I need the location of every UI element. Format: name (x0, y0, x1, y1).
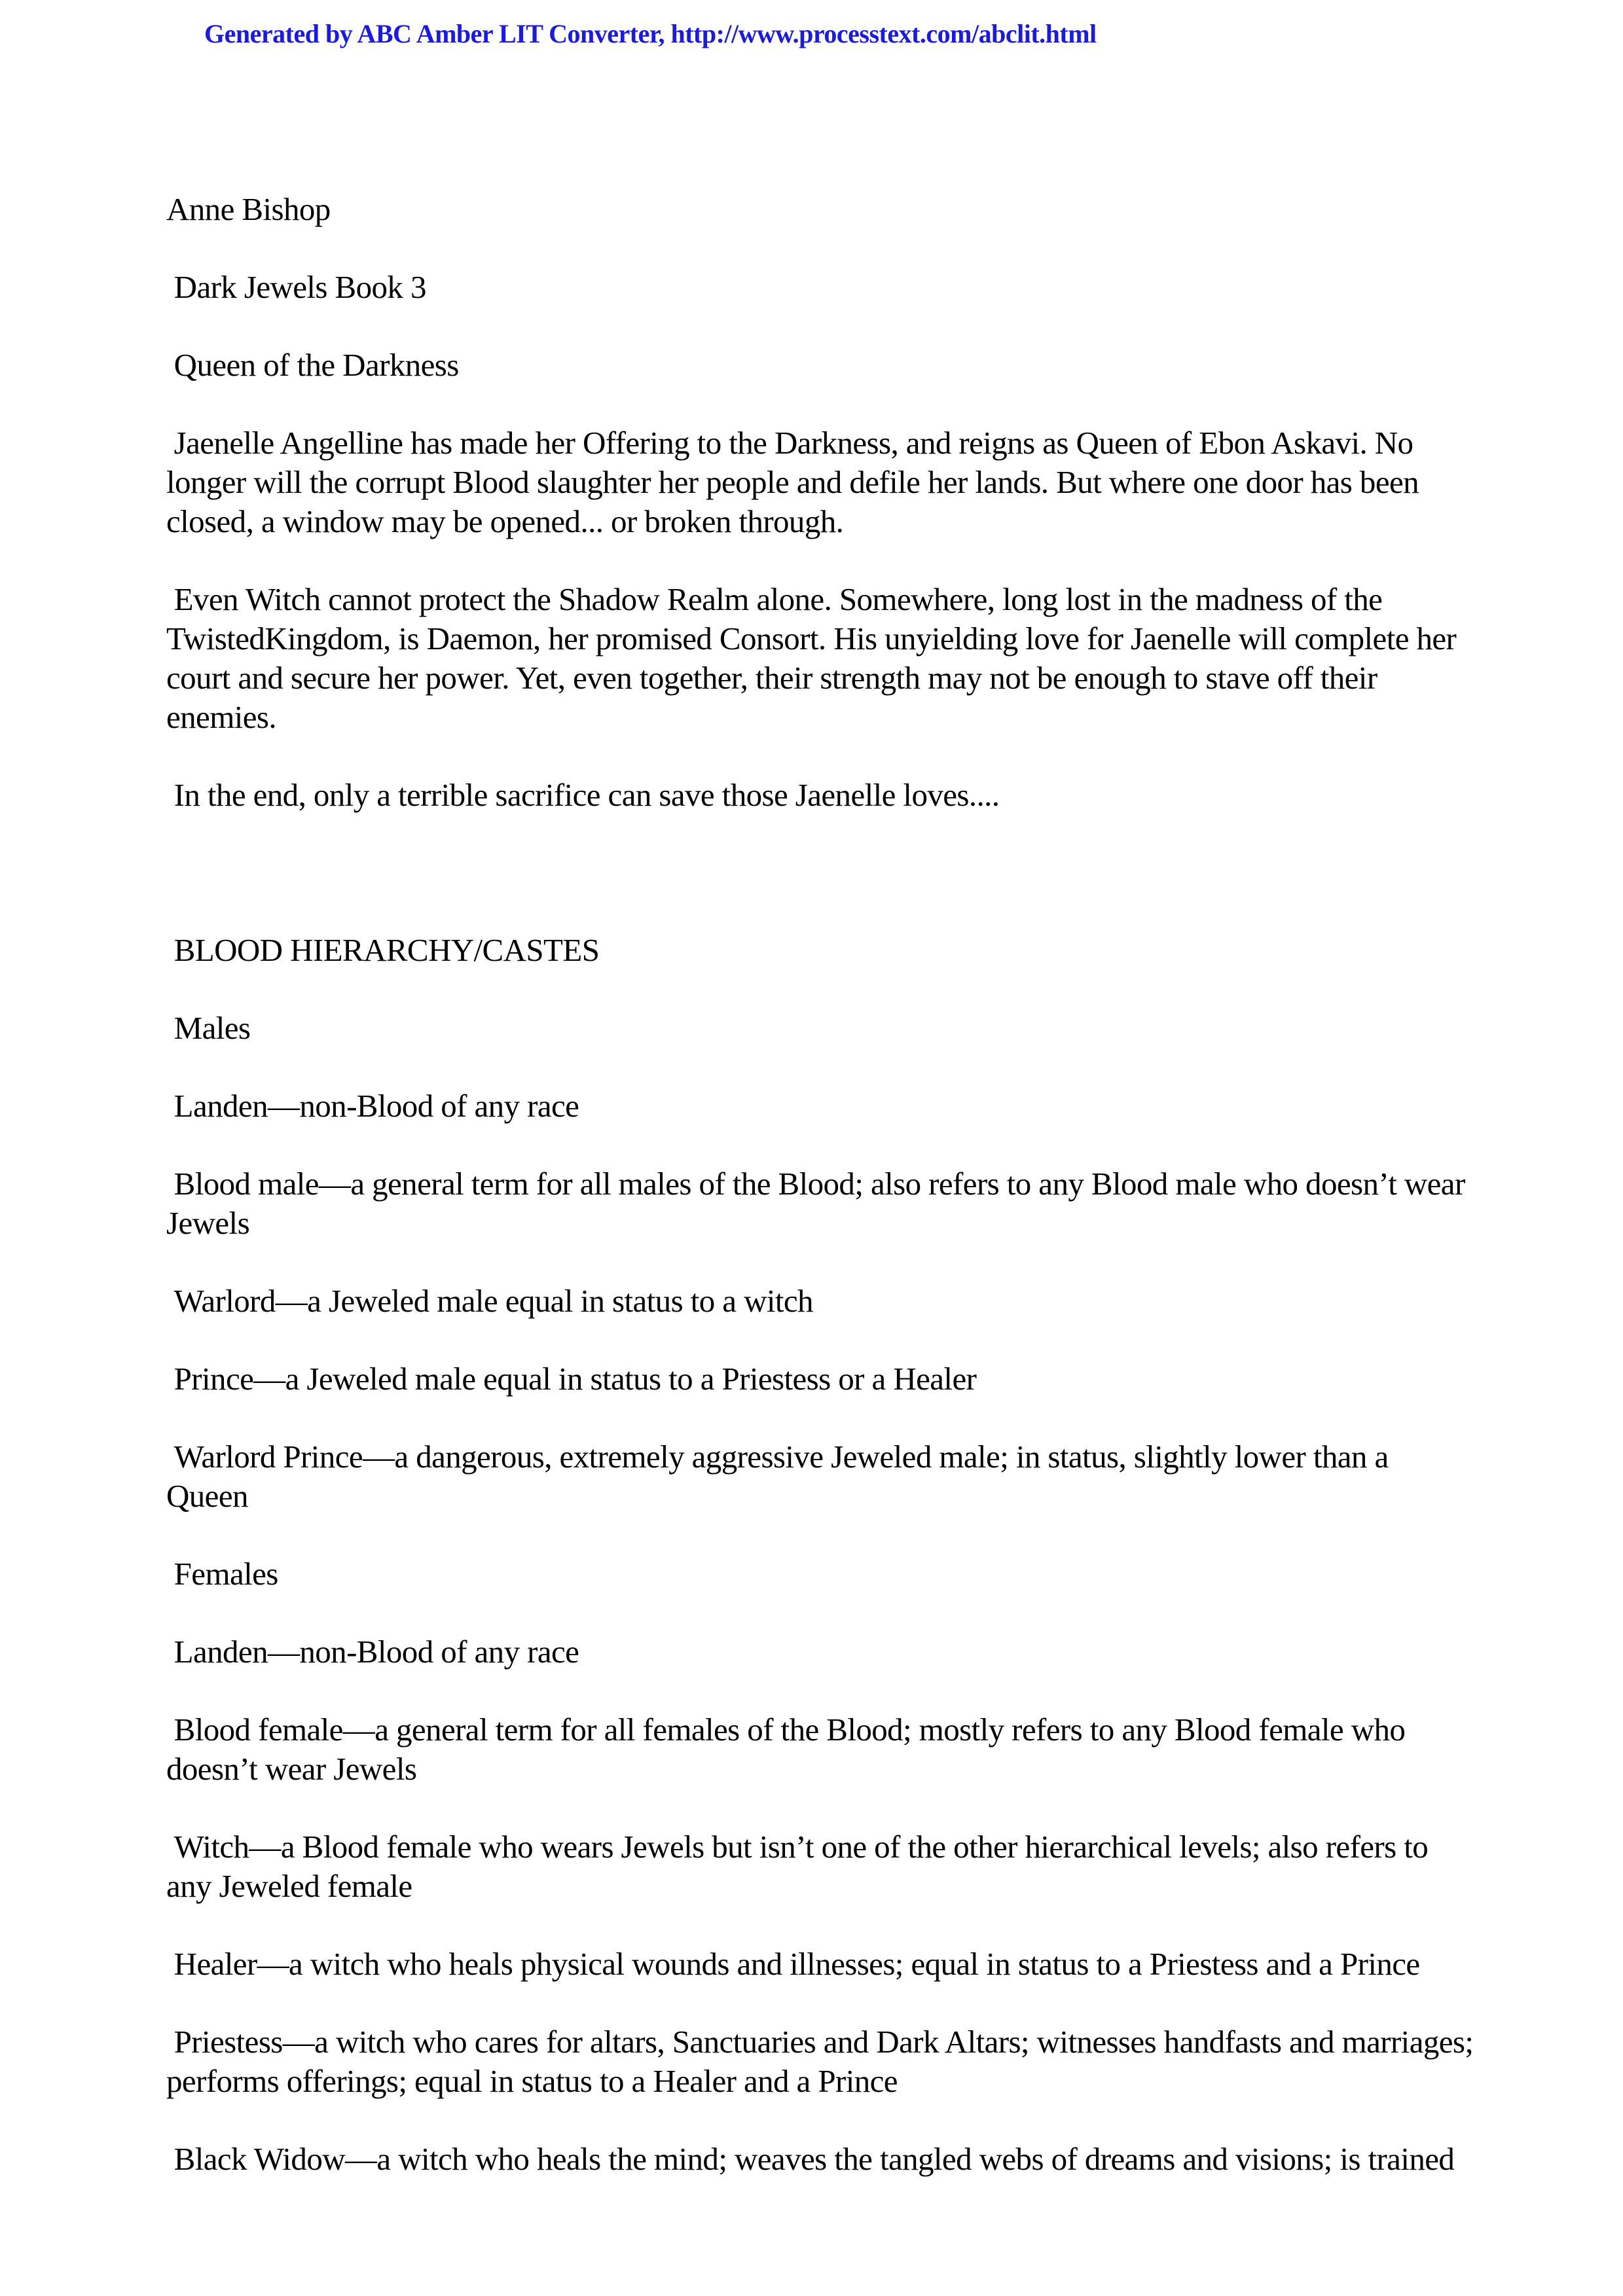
caste-entry: Warlord Prince—a dangerous, extremely aggressive Jeweled male; in status, slightly lower than a Queen (166, 1439, 1396, 1514)
blurb-paragraph: Even Witch cannot protect the Shadow Realm alone. Somewhere, long lost in the madness of the TwistedKingdom, is Daemon, her promised Consort. His unyielding love for Jaenelle will complete her court and secure her power. Yet, even together, their strength may not be enough to stave off their enemies. (166, 581, 1464, 735)
caste-entry: Landen—non-Blood of any race (166, 1634, 579, 1670)
section-spacer (166, 853, 1476, 931)
blurb-paragraph: Jaenelle Angelline has made her Offering to the Darkness, and reigns as Queen of Ebon Askavi. No longer will the corrupt Blood slaughter her people and defile her lands. But where one door has been closed, a window may be opened... or broken through. (166, 425, 1427, 539)
caste-entry: Landen—non-Blood of any race (166, 1088, 579, 1124)
caste-entry: Black Widow—a witch who heals the mind; weaves the tangled webs of dreams and visions; is trained (166, 2141, 1455, 2177)
caste-entry: Blood male—a general term for all males of the Blood; also refers to any Blood male who doesn’t wear Jewels (166, 1166, 1473, 1241)
caste-entry: Healer—a witch who heals physical wounds and illnesses; equal in status to a Priestess and a Prince (166, 1946, 1420, 1982)
series-name: Dark Jewels Book 3 (166, 269, 426, 305)
caste-entry: Prince—a Jeweled male equal in status to a Priestess or a Healer (166, 1361, 977, 1397)
caste-entry: Witch—a Blood female who wears Jewels but isn’t one of the other hierarchical levels; also refers to any Jeweled female (166, 1829, 1436, 1904)
blurb-paragraph: In the end, only a terrible sacrifice can save those Jaenelle loves.... (166, 777, 1000, 813)
caste-entry: Blood female—a general term for all females of the Blood; mostly refers to any Blood female who doesn’t wear Jewels (166, 1712, 1413, 1787)
converter-banner[interactable]: Generated by ABC Amber LIT Converter, http://www.processtext.com/abclit.html (204, 19, 1097, 48)
author-name: Anne Bishop (166, 191, 331, 227)
book-title: Queen of the Darkness (166, 347, 459, 383)
document-body (166, 190, 1482, 2217)
caste-entry: Priestess—a witch who cares for altars, Sanctuaries and Dark Altars; witnesses handfasts and marriages; performs offerings; equal in status to a Healer and a Prince (166, 2024, 1482, 2099)
hierarchy-heading: BLOOD HIERARCHY/CASTES (166, 932, 600, 968)
caste-entry: Warlord—a Jeweled male equal in status to a witch (166, 1283, 813, 1319)
females-heading: Females (166, 1556, 278, 1592)
males-heading: Males (166, 1010, 251, 1046)
